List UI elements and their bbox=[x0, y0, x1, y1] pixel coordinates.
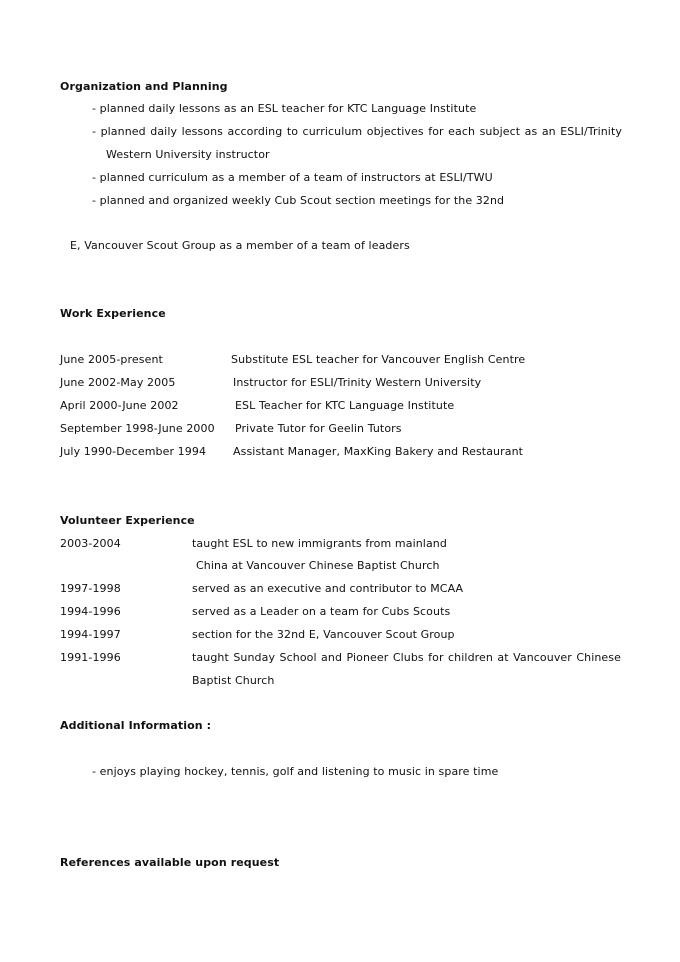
work-description: Instructor for ESLI/Trinity Western University bbox=[233, 376, 482, 389]
work-date: July 1990-December 1994 bbox=[60, 445, 207, 458]
work-date: June 2002-May 2005 bbox=[60, 376, 176, 389]
section-heading-additional: Additional Information : bbox=[60, 719, 212, 732]
organization-item: - planned daily lessons according to curriculum objectives for each subject as an ESLI/Trinity bbox=[92, 125, 622, 138]
work-description: ESL Teacher for KTC Language Institute bbox=[235, 399, 455, 412]
section-heading-volunteer: Volunteer Experience bbox=[60, 514, 195, 527]
volunteer-description: served as an executive and contributor to MCAA bbox=[192, 582, 464, 595]
work-description: Private Tutor for Geelin Tutors bbox=[235, 422, 402, 435]
volunteer-date: 1997-1998 bbox=[60, 582, 121, 595]
section-heading-work: Work Experience bbox=[60, 307, 166, 320]
organization-item: - planned curriculum as a member of a team of instructors at ESLI/TWU bbox=[92, 171, 493, 184]
organization-item: - planned daily lessons as an ESL teacher for KTC Language Institute bbox=[92, 102, 477, 115]
work-description: Assistant Manager, MaxKing Bakery and Restaurant bbox=[233, 445, 524, 458]
section-heading-organization: Organization and Planning bbox=[60, 80, 228, 93]
volunteer-date: 2003-2004 bbox=[60, 537, 121, 550]
organization-item-continuation: E, Vancouver Scout Group as a member of a team of leaders bbox=[70, 239, 410, 252]
references-note: References available upon request bbox=[60, 856, 280, 869]
work-date: June 2005-present bbox=[60, 353, 163, 366]
volunteer-description-continuation: Baptist Church bbox=[192, 674, 275, 687]
volunteer-date: 1994-1997 bbox=[60, 628, 121, 641]
work-date: September 1998-June 2000 bbox=[60, 422, 215, 435]
volunteer-description-continuation: China at Vancouver Chinese Baptist Church bbox=[196, 559, 440, 572]
volunteer-date: 1991-1996 bbox=[60, 651, 121, 664]
volunteer-description: section for the 32nd E, Vancouver Scout Group bbox=[192, 628, 455, 641]
work-date: April 2000-June 2002 bbox=[60, 399, 179, 412]
volunteer-description: taught ESL to new immigrants from mainland bbox=[192, 537, 447, 550]
organization-item-continuation: Western University instructor bbox=[106, 148, 270, 161]
work-description: Substitute ESL teacher for Vancouver English Centre bbox=[231, 353, 526, 366]
organization-item: - planned and organized weekly Cub Scout section meetings for the 32nd bbox=[92, 194, 505, 207]
volunteer-description: served as a Leader on a team for Cubs Scouts bbox=[192, 605, 451, 618]
volunteer-date: 1994-1996 bbox=[60, 605, 121, 618]
volunteer-description: taught Sunday School and Pioneer Clubs for children at Vancouver Chinese bbox=[192, 651, 621, 664]
additional-item: - enjoys playing hockey, tennis, golf and listening to music in spare time bbox=[92, 765, 499, 778]
